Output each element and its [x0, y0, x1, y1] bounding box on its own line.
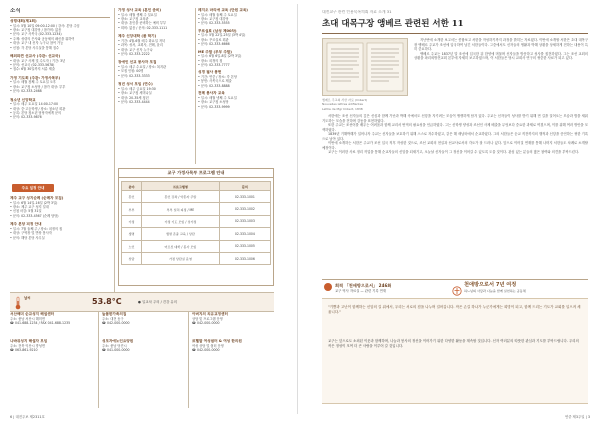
event-subtitle: 교구 역사 자료실 — 관련 기록 연재: [335, 289, 386, 293]
directory-middle: [102, 312, 184, 367]
notice-line: • 대상: 교구 내 신자 누구나 참여 가능: [10, 41, 64, 46]
notice-line: • 대상: 구역장 및 반장 봉사자: [10, 231, 52, 236]
notice-line: • 장소: 교구청 세미나실: [118, 91, 152, 96]
article-paragraph: 지난번에 소개한 보고서는 종합보고 서한을 작성하기까지 과정을 밝히는 자료였다. 이번에 소개할 서한은 초대 대목구장 앵베르 주교가 조선에 입국하여 남긴 서한들이다. 그중에서도 신자들의 생활과 박해 상황을 상세하게 전하는 내용이 특히 중요하다.: [414, 38, 588, 52]
table-cell: 가정: [122, 215, 142, 227]
notice-item: [10, 312, 94, 325]
notice-line: • 접수: 6월 30일까지 서류 제출: [10, 67, 55, 72]
notice-line: • 문의: 02-333-4444: [118, 100, 150, 105]
table-row: [122, 252, 271, 264]
caption-line: 앵베르 주교의 서한 자료 (Imbert): [322, 98, 368, 102]
notice-line: • 일시: 매주 토요일 14:00-17:00: [10, 102, 59, 107]
notice-line: • 문의: 02-333-2222: [118, 52, 150, 57]
notice-item: [198, 29, 274, 47]
event-title: 희적 「천애방으로서」 246화: [335, 283, 392, 288]
notice-line: • 장소: 교구청 대강당: [198, 17, 229, 21]
directory-left: [10, 312, 94, 367]
notice-line: • 기간: 연중 / 장소: 각 본당: [198, 75, 237, 80]
notice-title: 성경 필사 봉헌: [198, 70, 222, 75]
article-paragraph: 이번에 소개하는 서한은 주교가 조선 입국 직후 작성한 것으로, 조선 교회의 현실과 선교사로서의 각오가 잘 드러나 있다. 앞으로 이어질 연재를 통해 나머지 서한들도 차례로 소개할 예정이다.: [322, 141, 588, 150]
notice-line: • 일시: 5월 10일 09:00-12:00 / 강사: 본당 주임: [10, 23, 80, 28]
table-header-cell: 프로그램명: [142, 182, 220, 191]
article-paragraph: 앵베르 주교는 1837년 말 조선에 입국한 뒤 한양에 머물며 신자들을 방문하고 성사를 집전하였다. 그는 조선 교회의 상황을 파리외방전교회 본부에 자세히 보고하였으며, 이 서한들은 당시 교회사 연구의 귀중한 사료가 되고 있다.: [414, 51, 588, 61]
notice-line: • 과목: 성서, 교회사, 전례, 윤리: [118, 43, 163, 48]
notice-line: • 문의: 02-333-5555: [198, 21, 230, 26]
notice-list: [10, 19, 110, 124]
closing-box: [322, 298, 588, 404]
notice-line: ☎ 042-000-0000: [192, 348, 220, 353]
notice-item: [198, 8, 274, 26]
notice-line: • 장소: 피정의 집: [198, 58, 223, 63]
notice-list-2: [10, 196, 110, 244]
notice-line: • 신청: 각 본당 사무실을 통해 접수: [10, 45, 60, 50]
notice-line: • 등록: 본당 청소년 담당자에게 문의: [10, 111, 62, 116]
notice-line: ☎ 041-000-0000: [102, 348, 130, 353]
notice-line: • 일시: 매월 셋째 주 일요일: [118, 12, 157, 17]
notice-line: • 장소: 교구청 교육관: [118, 17, 149, 21]
highlight-title: 주요 일정 안내: [21, 186, 45, 190]
notice-line: • 문의: 02-333-6666: [198, 42, 230, 47]
notice-item: [10, 54, 110, 72]
image-caption: [322, 98, 410, 111]
article-kicker: 대전교구 관련 인용목록의뢰 자료 소개 31: [322, 10, 392, 14]
notice-title: 레지오 마리애 교육 (단원 교육): [198, 8, 248, 12]
notice-line: • 장소: 교구청 대강당 / 참가비: 없음: [10, 28, 62, 32]
table-title: 교구 가정사목부 프로그램 안내: [119, 169, 273, 178]
notice-item: [198, 91, 274, 109]
notice-title: 전례 봉사자 교육: [198, 91, 225, 96]
notice-list: [198, 8, 274, 109]
notice-line: • 주제: 성령의 은사와 공동체의 쇄신을 위하여: [10, 36, 75, 41]
weather-temp: 53.8°C: [92, 297, 122, 306]
notice-line: • 일시: 5월 22일-25일 (3박 4일): [198, 33, 246, 38]
notice-line: • 대상: 중·고등학생 / 장소: 청소년 회관: [10, 106, 66, 111]
notice-line: • 일시: 매월 넷째 주 토요일: [198, 95, 237, 100]
table-cell: 노인: [122, 240, 142, 252]
page-footer-right: 연중 제3주일 | 3: [564, 415, 590, 419]
notice-title: 성령대회(제1회): [10, 19, 37, 23]
notice-item: [10, 19, 110, 50]
table-row: [122, 203, 271, 215]
notice-line: • 문의: 02-333-7777: [198, 63, 230, 68]
slogan: 천애방으로서 7년 여정: [464, 282, 517, 288]
notice-line: • 일시: 매월 첫째 주 토요일 오후: [10, 80, 56, 85]
notice-line: • 일시: 매주 수요일 / 장소: 복지관: [118, 65, 167, 70]
table-cell: 상담: [122, 252, 142, 264]
notice-title: 장애인 선교 봉사자 모집: [118, 60, 157, 65]
table-cell: 어르신 대학 / 봉사 모임: [142, 240, 220, 252]
caption-line: Nouvelles lettres édifiantes: [322, 102, 363, 107]
notice-list: [118, 8, 192, 104]
table-cell: 부부: [122, 203, 142, 215]
notice-line: • 일시: 매주 금요일 19:30: [118, 86, 156, 91]
notice-title: 제주 본당 피정 안내: [10, 222, 42, 227]
notice-item: [192, 312, 274, 325]
notice-title: 아버지의 치유교정센터: [192, 312, 228, 316]
notice-line: ☎ 042-000-0000: [192, 321, 220, 325]
notice-line: • 신청 마감: 5월 31일: [10, 209, 42, 214]
weather-label: 날씨: [24, 296, 31, 300]
table-cell: 혼인 강좌 / 약혼자 주말: [142, 191, 220, 203]
article-paragraph: 1839년 기해박해가 일어나자 주교는 신자들을 보호하기 위해 스스로 자수하였고, 같은 해 새남터에서 순교하였다. 그의 서한들은 순교 직전까지의 행적과 신앙을 증언하는 귀한 기록으로 남아 있다.: [322, 132, 588, 141]
notice-item: [198, 50, 274, 68]
notice-line: • 모집 인원: 00명: [118, 69, 144, 74]
notice-item: [10, 339, 94, 352]
notice-item: [10, 98, 110, 120]
notice-title: 서산해미 순교성지 해설센터: [10, 312, 55, 316]
notice-title: 제주 신앙대학 (봄 학기): [118, 34, 157, 39]
notice-line: • 일시: 6월 14일-16일 (2박 3일): [10, 200, 58, 205]
notice-line: • 대상: 혼인을 준비하는 예비 부부: [118, 21, 167, 26]
notice-line: • 대상: 20-35세 청년: [118, 95, 149, 100]
notice-title: 성모자애노인요양원: [102, 339, 134, 344]
notice-item: [198, 70, 274, 88]
notice-title: 나바위성지 해설자 모임: [10, 339, 48, 344]
table-cell: 02-333-1001: [219, 191, 270, 203]
thermometer-icon: [14, 295, 22, 309]
weather-strip: [10, 292, 274, 312]
notice-title: 꾸르실료 (남성 제00차): [198, 28, 237, 33]
notice-line: • 일시: 매월 둘째 주 토요일: [198, 12, 237, 17]
table-row: [122, 215, 271, 227]
notice-line: 주소: 대전 동구: [102, 316, 124, 321]
notice-line: 주소: 충남 당진시: [102, 344, 127, 348]
table-cell: 02-333-1002: [219, 203, 270, 215]
notice-item: [10, 196, 110, 218]
table-header-cell: 분야: [122, 182, 142, 191]
table-cell: 02-333-1005: [219, 240, 270, 252]
notice-line: 여성 상담 및 쉼터 운영: [192, 344, 224, 348]
program-table: [121, 181, 271, 265]
middle-column-a: [118, 8, 192, 164]
notice-line: • 문의: 02-333-3333: [118, 73, 150, 78]
notice-title: ME 주말 (부부 주말): [198, 49, 232, 54]
notice-item: [118, 60, 192, 78]
notice-item: [118, 34, 192, 56]
notice-item: [102, 312, 184, 325]
notice-title: 해외파견 선교사 (주관: 선교국): [10, 54, 61, 59]
table-cell: 생명 존중 교육 / 상담: [142, 228, 220, 240]
notice-line: • 봉헌: 사목국으로 제출: [198, 79, 232, 84]
table-cell: 02-333-1004: [219, 228, 270, 240]
notice-line: • 문의: 02-333-4567 (순례 담당): [10, 213, 59, 218]
notice-line: • 문의: 02-333-9876: [10, 115, 42, 120]
article-paragraph: 또한 주교는 조선어를 배우는 어려움과 함께 교리서 번역의 필요성을 언급하였다. 그는 신학생 양성과 조선인 사제 배출을 무엇보다 중요한 과제로 여겼으며, 이를 위해 여러 방안을 모색하였다.: [322, 123, 588, 132]
table-row: [122, 240, 271, 252]
notice-item: [118, 82, 192, 104]
notice-line: 상담 및 프로그램 운영: [192, 316, 223, 321]
notice-line: • 대상: 교구 사제 및 수도자 / 기간: 3년: [10, 58, 66, 63]
notice-line: • 문의: 선교국 (02-333-5678): [10, 63, 55, 68]
notice-line: • 문의: 02-333-2468: [10, 89, 42, 94]
table-cell: 02-333-1003: [219, 215, 270, 227]
middle-column-b: [198, 8, 274, 164]
notice-item: [10, 76, 110, 94]
notice-item: [102, 339, 184, 352]
left-column: [10, 8, 110, 288]
article-paragraph: 교구는 이러한 사료 정리 작업을 통해 순교자들의 신앙을 되새기고, 오늘날 신자들이 그 정신을 이어갈 수 있도록 도울 것이다. 관심 있는 분들의 많은 참여와 의견을 부탁드린다.: [328, 150, 580, 155]
notice-item: [192, 339, 274, 352]
slogan-subtitle: 하느님의 사랑과 나눔을 함께 실천하는 공동체: [464, 289, 526, 293]
weather-note: ● 일교차 주의 / 건강 유의: [138, 300, 177, 304]
notice-line: • 기간: 4월-6월 매주 화요일 저녁: [118, 38, 166, 43]
notice-line: • 일시: 7월 둘째 주 / 장소: 피정의 집: [10, 226, 63, 231]
notice-line: 주소: 전북 익산시 망성면: [10, 344, 45, 348]
table-cell: 생명: [122, 228, 142, 240]
notice-line: • 회비: 없음 / 문의: 02-333-1111: [118, 25, 168, 30]
notice-line: • 일시: 6월 6일-8일 (2박 3일): [198, 54, 242, 59]
notice-title: 가정 기도회 (주관: 가정사목부): [10, 75, 61, 80]
article-body-top: [414, 38, 588, 112]
caption-line: Lettre de Mgr Imbert, 1838: [322, 106, 363, 111]
slogan-logo-icon: [452, 281, 462, 291]
notice-title: 르헬딸 여성쉼터 & 여성 한의원: [192, 339, 242, 344]
article-image: [322, 38, 408, 96]
notice-line: • 대상: 교구 신자 누구나: [118, 47, 153, 52]
notice-line: ☎ 041-688-1234 / FAX 041-688-1235: [10, 321, 71, 325]
notice-title: 늘봄한가족의집: [102, 312, 127, 316]
directory-right: [192, 312, 274, 367]
notice-line: • 문의: 해당 본당 사무실: [10, 235, 45, 240]
closing-text: 교구는 앞으로도 소외된 이웃과 함께하며, 나눔과 봉사의 정신을 이어가기 위한 다양한 활동을 계속할 것입니다. 신자 여러분의 따뜻한 관심과 기도를 부탁드립니다. 우리의 작은 정성이 모여 더 큰 사랑을 이루어 갈 것입니다.: [328, 339, 579, 348]
notice-line: • 장소: 교구청 소성당 / 참가 대상: 부부: [10, 84, 66, 89]
notice-title: 청소년 신앙학교: [10, 97, 36, 102]
notice-title: 청년 성서 모임 (연수): [118, 82, 153, 87]
table-cell: 가정 상담실 운영: [142, 252, 220, 264]
notice-line: • 장소: 제주 교구 성지 일대: [10, 205, 49, 209]
event-icon: [324, 283, 332, 291]
article-title: 초대 대목구장 앵베르 관련된 서한 11: [322, 19, 464, 29]
table-cell: 혼인: [122, 191, 142, 203]
closing-quote: "기쁨과 고난이 함께하는 신앙의 길 위에서, 우리는 서로의 짐을 나누며 걸어갑니다. 작은 손길 하나가 누군가에게는 희망이 되고, 함께 드리는 기도가 교회를 일으켜 세웁니다.": [328, 305, 581, 314]
table-header-cell: 문의: [219, 182, 270, 191]
article-paragraph: 서한에는 조선 신자들의 깊은 신심과 함께 가난과 박해 속에서도 신앙을 지키려는 모습이 생생하게 담겨 있다. 주교는 신자들이 성사를 받기 위해 먼 길을 걸어오는 모습과 밤을 새워 기도하는 모습을 전하며 감동을 표현하였다.: [322, 114, 588, 123]
notice-line: 주소: 충남 서산시 해미면: [10, 316, 45, 321]
page-footer-left: 6 | 대전주보 제2311호: [10, 415, 45, 419]
notice-item: [10, 222, 110, 240]
article-body: [322, 114, 588, 278]
notice-line: • 장소: 교구청 소성당: [198, 100, 229, 105]
notice-line: • 장소: 꾸르실료 회관: [198, 37, 229, 42]
notice-item: [118, 8, 192, 30]
table-row: [122, 191, 271, 203]
table-cell: 가정 기도 모임 / 성가정: [142, 215, 220, 227]
table-cell: 02-333-1006: [219, 252, 270, 264]
notice-line: ☎ 063-861-9210: [10, 348, 38, 353]
notice-title: 제주 교구 성지순례 (순례자 모집): [10, 196, 64, 200]
table-row: [122, 228, 271, 240]
directory: [10, 312, 274, 412]
section-title: 소식: [10, 8, 21, 14]
table-cell: 부부 일치 피정 / ME: [142, 203, 220, 215]
notice-title: 가정 성사 교육 (혼인 준비): [118, 8, 162, 12]
program-table-box: [118, 168, 274, 286]
notice-line: • 문의: 교구 사목국 (02-333-1234): [10, 32, 62, 37]
notice-line: • 문의: 02-333-8888: [198, 83, 230, 88]
highlight-banner: [12, 184, 54, 192]
notice-line: • 문의: 02-333-9999: [198, 104, 230, 109]
notice-line: ☎ 042-000-0000: [102, 321, 130, 325]
